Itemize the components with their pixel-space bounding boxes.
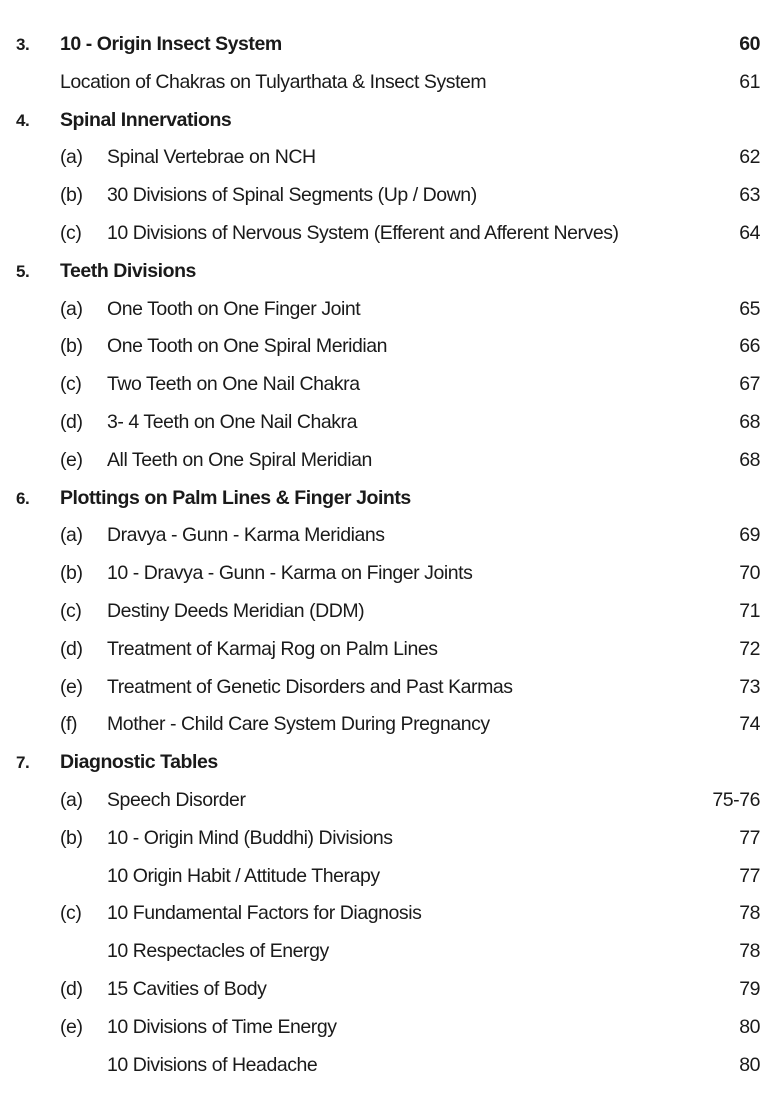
toc-entry: [0, 669, 780, 707]
entry-letter: (c): [60, 373, 82, 396]
page-number: 62: [739, 146, 760, 169]
page-number: 75-76: [712, 788, 760, 811]
entry-title: 10 Respectacles of Energy: [107, 940, 329, 963]
section-number: 7.: [16, 753, 30, 773]
toc-section: [0, 480, 780, 518]
entry-letter: (b): [60, 826, 83, 849]
section-title: Teeth Divisions: [60, 259, 196, 282]
toc-entry: [0, 215, 780, 253]
entry-title: 10 Divisions of Headache: [107, 1053, 318, 1076]
page-number: 71: [739, 599, 760, 622]
page-number: 61: [739, 70, 760, 93]
page-number: 77: [739, 864, 760, 887]
toc-entry: [0, 593, 780, 631]
entry-title: 10 Origin Habit / Attitude Therapy: [107, 864, 380, 887]
entry-letter: (e): [60, 448, 83, 471]
section-title: Spinal Innervations: [60, 108, 232, 131]
toc-section: [0, 253, 780, 291]
toc-entry: [0, 328, 780, 366]
toc-entry: [0, 366, 780, 404]
entry-letter: (d): [60, 977, 83, 1000]
toc-entry: [0, 895, 780, 933]
section-title: Diagnostic Tables: [60, 751, 218, 774]
entry-title: 10 Fundamental Factors for Diagnosis: [107, 902, 422, 925]
page-number: 74: [739, 713, 760, 736]
section-number: 4.: [16, 110, 30, 130]
page-number: 64: [739, 221, 760, 244]
toc-entry: [0, 1047, 780, 1085]
entry-title: 10 - Dravya - Gunn - Karma on Finger Joints: [107, 562, 473, 585]
toc-entry: [0, 64, 780, 102]
entry-letter: (a): [60, 788, 83, 811]
page-number: 72: [739, 637, 760, 660]
page-number: 66: [739, 335, 760, 358]
toc-entry: [0, 782, 780, 820]
toc-entry: [0, 706, 780, 744]
toc-entry: [0, 404, 780, 442]
entry-title: 30 Divisions of Spinal Segments (Up / Down): [107, 184, 477, 207]
entry-title: Spinal Vertebrae on NCH: [107, 146, 316, 169]
entry-title: One Tooth on One Finger Joint: [107, 297, 361, 320]
toc-entry: [0, 442, 780, 480]
page-number: 78: [739, 940, 760, 963]
page-number: 68: [739, 410, 760, 433]
entry-title: Treatment of Genetic Disorders and Past Karmas: [107, 675, 513, 698]
entry-title: Location of Chakras on Tulyarthata & Insect System: [60, 70, 487, 93]
section-number: 5.: [16, 261, 30, 281]
toc-section: [0, 26, 780, 64]
entry-letter: (d): [60, 410, 83, 433]
page-number: 70: [739, 562, 760, 585]
toc-entry: [0, 858, 780, 896]
section-title: 10 - Origin Insect System: [60, 33, 282, 55]
entry-title: Mother - Child Care System During Pregnancy: [107, 713, 490, 736]
page-number: 68: [739, 448, 760, 471]
page-number: 69: [739, 524, 760, 547]
entry-title: Speech Disorder: [107, 788, 246, 811]
entry-letter: (a): [60, 524, 83, 547]
entry-letter: (f): [60, 713, 78, 736]
entry-letter: (e): [60, 1015, 83, 1038]
section-number: 6.: [16, 488, 30, 508]
entry-title: All Teeth on One Spiral Meridian: [107, 448, 372, 471]
entry-letter: (d): [60, 637, 83, 660]
page-number: 78: [739, 902, 760, 925]
page-number: 67: [739, 373, 760, 396]
page-number: 77: [739, 826, 760, 849]
toc-section: [0, 744, 780, 782]
toc-entry: [0, 631, 780, 669]
page-number: 73: [739, 675, 760, 698]
toc-entry: [0, 971, 780, 1009]
entry-title: 10 Divisions of Time Energy: [107, 1015, 337, 1038]
toc-entry: [0, 555, 780, 593]
entry-title: Treatment of Karmaj Rog on Palm Lines: [107, 637, 438, 660]
toc-entry: [0, 139, 780, 177]
entry-title: 3- 4 Teeth on One Nail Chakra: [107, 410, 357, 433]
entry-title: One Tooth on One Spiral Meridian: [107, 335, 388, 358]
table-of-contents: [0, 26, 780, 1084]
toc-entry: [0, 1009, 780, 1047]
section-title: Plottings on Palm Lines & Finger Joints: [60, 486, 411, 509]
entry-title: 10 - Origin Mind (Buddhi) Divisions: [107, 826, 393, 849]
toc-entry: [0, 291, 780, 329]
entry-letter: (b): [60, 562, 83, 585]
entry-title: Dravya - Gunn - Karma Meridians: [107, 524, 385, 547]
page-number: 60: [739, 33, 760, 55]
entry-letter: (e): [60, 675, 83, 698]
page-number: 80: [739, 1053, 760, 1076]
entry-title: Destiny Deeds Meridian (DDM): [107, 599, 365, 622]
entry-letter: (c): [60, 221, 82, 244]
entry-letter: (b): [60, 335, 83, 358]
toc-entry: [0, 820, 780, 858]
page-number: 80: [739, 1015, 760, 1038]
entry-letter: (a): [60, 146, 83, 169]
toc-section: [0, 102, 780, 140]
section-number: 3.: [16, 35, 30, 54]
entry-letter: (c): [60, 599, 82, 622]
toc-entry: [0, 933, 780, 971]
entry-title: 15 Cavities of Body: [107, 977, 267, 1000]
entry-letter: (b): [60, 184, 83, 207]
page-number: 79: [739, 977, 760, 1000]
entry-letter: (c): [60, 902, 82, 925]
page-number: 65: [739, 297, 760, 320]
toc-entry: [0, 177, 780, 215]
entry-letter: (a): [60, 297, 83, 320]
entry-title: 10 Divisions of Nervous System (Efferent and Afferent Nerves): [107, 221, 619, 244]
entry-title: Two Teeth on One Nail Chakra: [107, 373, 360, 396]
toc-entry: [0, 517, 780, 555]
page-number: 63: [739, 184, 760, 207]
